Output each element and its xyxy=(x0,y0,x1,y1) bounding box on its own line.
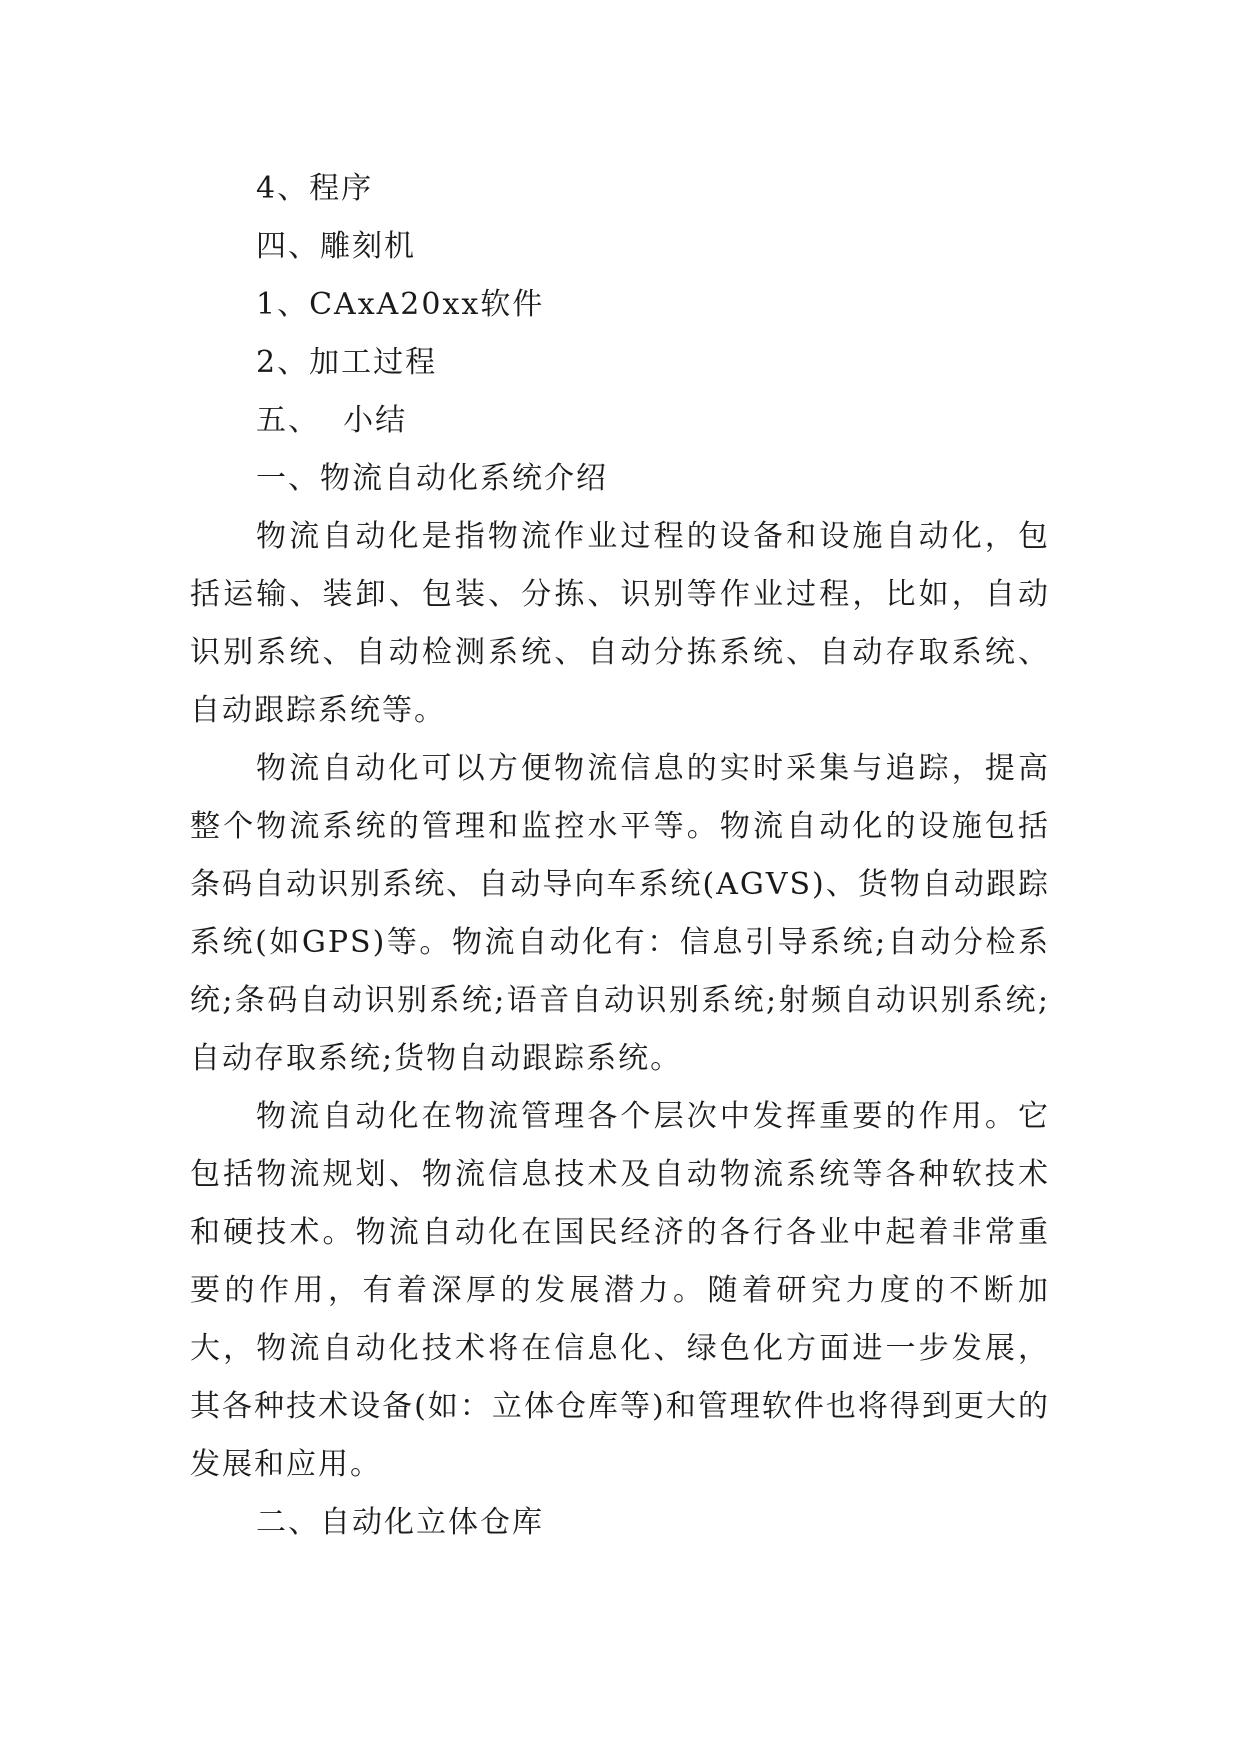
outline-item-engraving-machine: 四、雕刻机 xyxy=(256,229,416,264)
outline-item-process: 2、加工过程 xyxy=(256,345,438,380)
paragraph-definition: 物流自动化是指物流作业过程的设备和设施自动化，包括运输、装卸、包装、分拣、识别等作业过程，比如，自动识别系统、自动检测系统、自动分拣系统、自动存取系统、自动跟踪系统等。 xyxy=(190,519,1050,728)
outline-item-summary: 五、 小结 xyxy=(256,403,408,438)
document-body xyxy=(190,160,1050,1552)
paragraph-facilities: 物流自动化可以方便物流信息的实时采集与追踪，提高整个物流系统的管理和监控水平等。物流自动化的设施包括条码自动识别系统、自动导向车系统(AGVS)、货物自动跟踪系统(如GPS)等。物流自动化有：信息引导系统;自动分检系统;条码自动识别系统;语音自动识别系统;射频自动识别系统;自动存取系统;货物自动跟踪系统。 xyxy=(190,751,1050,1076)
section-heading-warehouse: 二、自动化立体仓库 xyxy=(256,1505,544,1540)
paragraph-role: 物流自动化在物流管理各个层次中发挥重要的作用。它包括物流规划、物流信息技术及自动物流系统等各种软技术和硬技术。物流自动化在国民经济的各行各业中起着非常重要的作用，有着深厚的发展潜力。随着研究力度的不断加大，物流自动化技术将在信息化、绿色化方面进一步发展，其各种技术设备(如：立体仓库等)和管理软件也将得到更大的发展和应用。 xyxy=(190,1099,1050,1482)
outline-item-software: 1、CAxA20xx软件 xyxy=(256,287,545,322)
section-heading-logistics-automation: 一、物流自动化系统介绍 xyxy=(256,461,608,496)
outline-item-program: 4、程序 xyxy=(256,171,374,206)
